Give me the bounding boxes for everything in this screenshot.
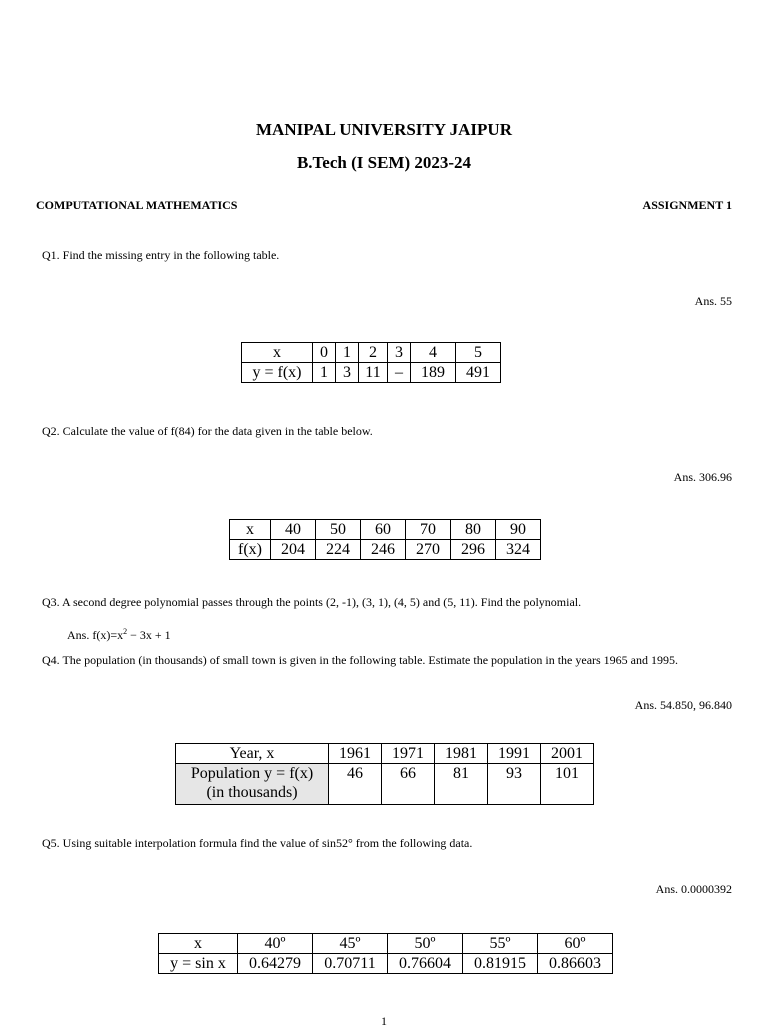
table-cell: x	[159, 934, 238, 954]
table-cell: 1	[313, 363, 336, 383]
table-cell: 0	[313, 343, 336, 363]
table-cell: 270	[406, 540, 451, 560]
table-cell: 189	[411, 363, 456, 383]
question-1: Q1. Find the missing entry in the following table.	[42, 248, 280, 262]
table-row	[242, 343, 501, 363]
university-title: MANIPAL UNIVERSITY JAIPUR	[256, 120, 512, 139]
table-cell: 90	[496, 520, 541, 540]
table-row	[230, 540, 541, 560]
question-4: Q4. The population (in thousands) of small town is given in the following table. Estimate the population in the years 1965 and 1995.	[42, 653, 679, 667]
table-cell: 0.86603	[538, 954, 613, 974]
table-cell: 50	[316, 520, 361, 540]
table-row	[242, 363, 501, 383]
page-number: 1	[381, 1014, 387, 1028]
answer-3-exponent: 2	[123, 627, 128, 636]
answer-4: Ans. 54.850, 96.840	[634, 698, 732, 712]
table-row	[176, 744, 594, 764]
table-cell: 101	[541, 764, 594, 805]
row-label-line-2: (in thousands)	[206, 784, 298, 801]
table-cell: 70	[406, 520, 451, 540]
program-title: B.Tech (I SEM) 2023-24	[296, 153, 472, 172]
answer-2: Ans. 306.96	[673, 470, 732, 484]
answer-3-prefix: Ans. f(x)=x	[67, 628, 124, 642]
table-q5	[158, 933, 613, 974]
table-cell: x	[242, 343, 313, 363]
course-name: COMPUTATIONAL MATHEMATICS	[36, 198, 238, 212]
table-cell: 2	[359, 343, 388, 363]
table-cell: 1	[336, 343, 359, 363]
table-cell: 40º	[238, 934, 313, 954]
table-cell: 246	[361, 540, 406, 560]
table-cell: 2001	[541, 744, 594, 764]
table-q4	[175, 743, 594, 805]
table-cell: f(x)	[230, 540, 271, 560]
table-q1	[241, 342, 501, 383]
table-cell: 296	[451, 540, 496, 560]
table-cell: 1971	[382, 744, 435, 764]
table-cell: 60	[361, 520, 406, 540]
table-cell: 3	[336, 363, 359, 383]
table-cell: 0.76604	[388, 954, 463, 974]
assignment-label: ASSIGNMENT 1	[642, 198, 732, 212]
table-cell: 81	[435, 764, 488, 805]
table-cell: y = f(x)	[242, 363, 313, 383]
table-cell: 1981	[435, 744, 488, 764]
table-cell: 45º	[313, 934, 388, 954]
table-cell: 224	[316, 540, 361, 560]
table-cell: 0.81915	[463, 954, 538, 974]
table-cell: 5	[456, 343, 501, 363]
table-cell: 11	[359, 363, 388, 383]
question-5: Q5. Using suitable interpolation formula find the value of sin52° from the following data.	[42, 836, 473, 850]
table-cell: 204	[271, 540, 316, 560]
table-cell: y = sin x	[159, 954, 238, 974]
table-row	[159, 934, 613, 954]
table-cell: 491	[456, 363, 501, 383]
table-q2	[229, 519, 541, 560]
table-cell: –	[388, 363, 411, 383]
table-row	[159, 954, 613, 974]
table-cell: x	[230, 520, 271, 540]
table-cell: 0.70711	[313, 954, 388, 974]
table-cell	[176, 764, 329, 805]
table-cell: 46	[329, 764, 382, 805]
table-row	[230, 520, 541, 540]
table-cell: 1961	[329, 744, 382, 764]
table-row	[176, 764, 594, 805]
table-cell: 55º	[463, 934, 538, 954]
table-cell: 324	[496, 540, 541, 560]
answer-3-suffix: − 3x + 1	[127, 628, 171, 642]
answer-1: Ans. 55	[694, 294, 732, 308]
table-cell: 1991	[488, 744, 541, 764]
table-cell: Year, x	[176, 744, 329, 764]
table-cell: 50º	[388, 934, 463, 954]
row-label-line-1: Population y = f(x)	[190, 765, 314, 782]
question-2: Q2. Calculate the value of f(84) for the data given in the table below.	[42, 424, 373, 438]
table-cell: 4	[411, 343, 456, 363]
table-cell: 40	[271, 520, 316, 540]
table-cell: 60º	[538, 934, 613, 954]
table-cell: 0.64279	[238, 954, 313, 974]
answer-3	[67, 627, 171, 643]
table-cell: 3	[388, 343, 411, 363]
table-cell: 66	[382, 764, 435, 805]
question-3: Q3. A second degree polynomial passes through the points (2, -1), (3, 1), (4, 5) and (5, 11). Find the polynomial.	[42, 595, 582, 609]
answer-5: Ans. 0.0000392	[655, 882, 732, 896]
table-cell: 93	[488, 764, 541, 805]
table-cell: 80	[451, 520, 496, 540]
